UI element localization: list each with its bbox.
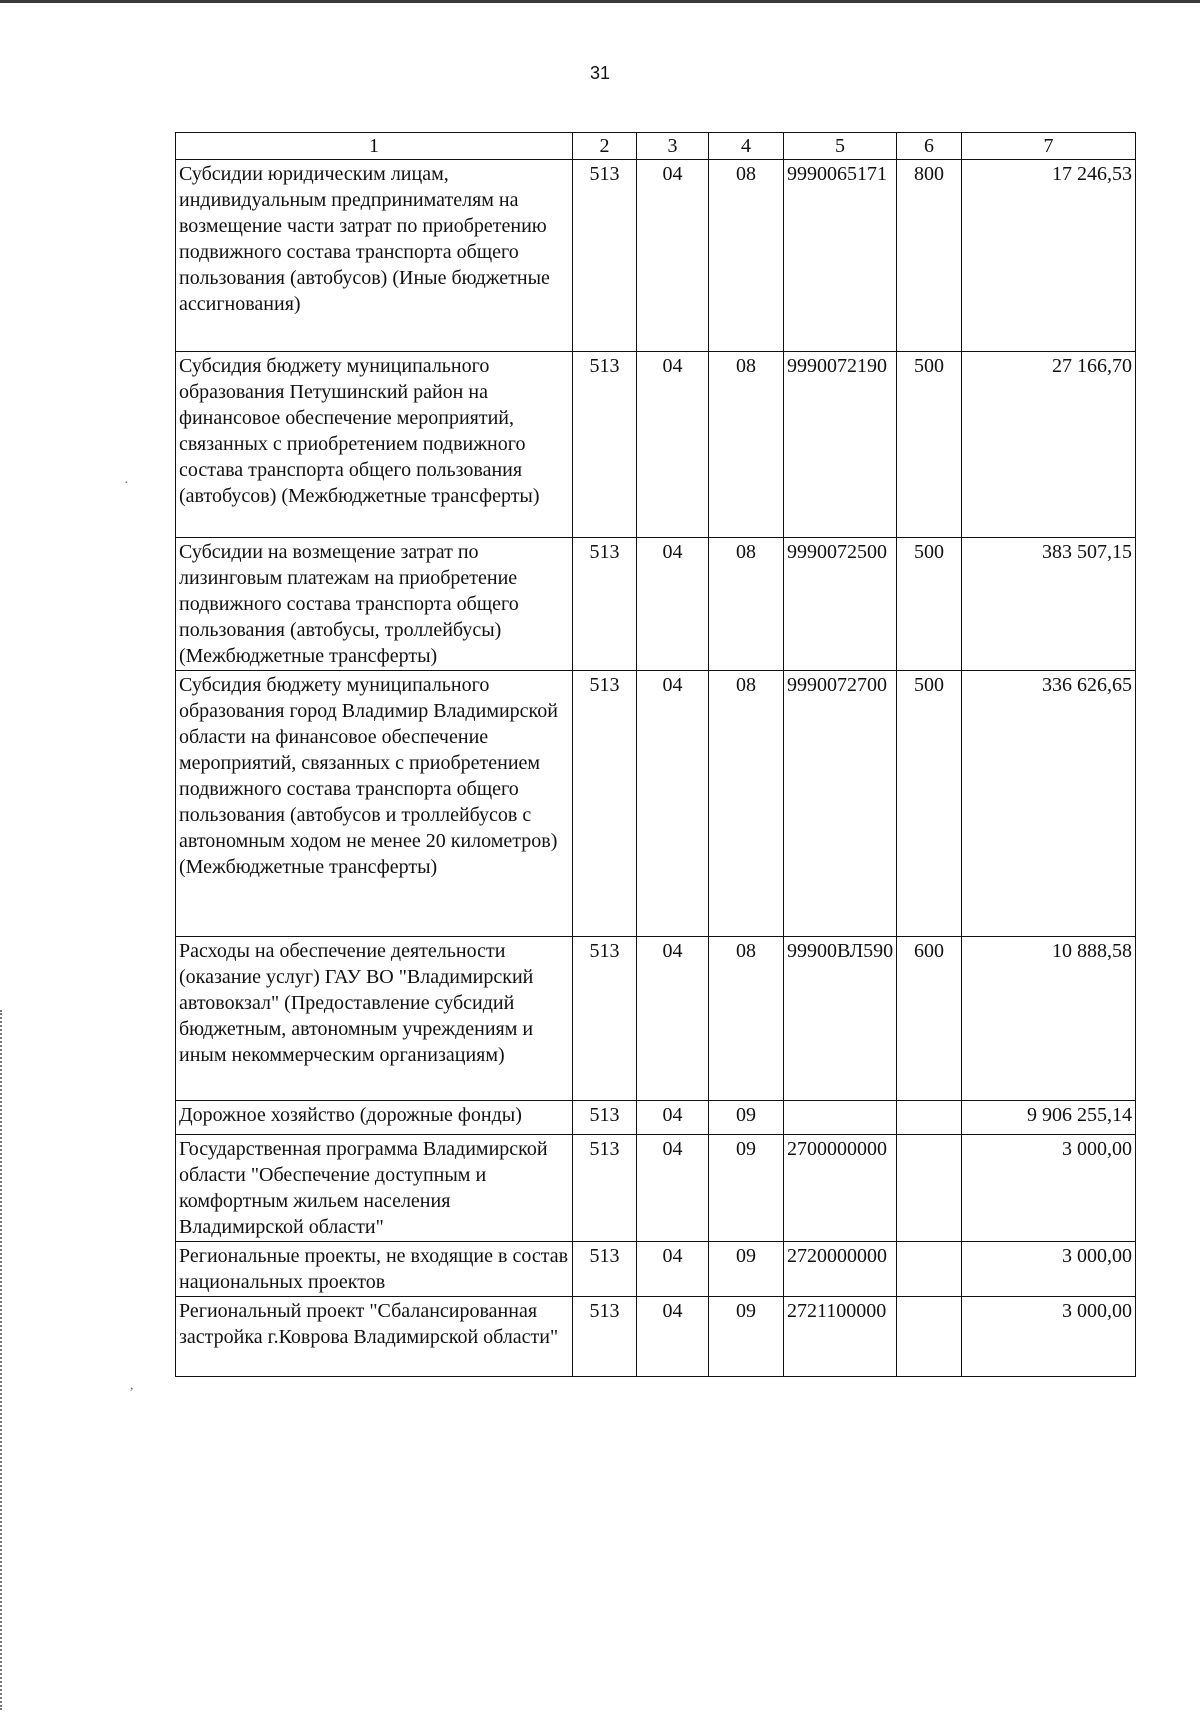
- row-subsection: 09: [709, 1242, 784, 1297]
- budget-table: [175, 132, 1136, 1377]
- row-expense-type: [897, 1242, 962, 1297]
- row-name: Субсидия бюджету муниципального образования Петушинский район на финансовое обеспечение мероприятий, связанных с приобретением подвижного состава транспорта общего пользования (автобусов) (Межбюджетные трансферты): [176, 352, 573, 538]
- page-top-edge: [0, 0, 1200, 3]
- row-section: 04: [637, 1242, 709, 1297]
- column-header: 3: [637, 133, 709, 160]
- row-section: 04: [637, 937, 709, 1101]
- row-name: Субсидия бюджету муниципального образования город Владимир Владимирской области на финансовое обеспечение мероприятий, связанных с приобретением подвижного состава транспорта общего пользования (автобусов и троллейбусов с автономным ходом не менее 20 километров) (Межбюджетные трансферты): [176, 671, 573, 937]
- row-grbs: 513: [573, 538, 637, 671]
- row-name: Субсидии юридическим лицам, индивидуальным предпринимателям на возмещение части затрат по приобретению подвижного состава транспорта общего пользования (автобусов) (Иные бюджетные ассигнования): [176, 160, 573, 352]
- row-subsection: 09: [709, 1297, 784, 1377]
- scan-edge-marks: [0, 1010, 4, 1710]
- row-amount: 27 166,70: [962, 352, 1136, 538]
- row-subsection: 08: [709, 671, 784, 937]
- row-subsection: 09: [709, 1135, 784, 1242]
- table-row: [176, 160, 1136, 352]
- table-row: [176, 538, 1136, 671]
- row-amount: 17 246,53: [962, 160, 1136, 352]
- row-subsection: 08: [709, 538, 784, 671]
- row-section: 04: [637, 538, 709, 671]
- row-target-code: 9990072700: [784, 671, 897, 937]
- row-expense-type: 600: [897, 937, 962, 1101]
- row-subsection: 08: [709, 937, 784, 1101]
- row-expense-type: [897, 1101, 962, 1135]
- row-amount: 3 000,00: [962, 1242, 1136, 1297]
- column-header: 2: [573, 133, 637, 160]
- row-grbs: 513: [573, 671, 637, 937]
- table-row: [176, 1297, 1136, 1377]
- row-expense-type: [897, 1297, 962, 1377]
- table-row: [176, 1135, 1136, 1242]
- column-header: 1: [176, 133, 573, 160]
- row-section: 04: [637, 352, 709, 538]
- row-grbs: 513: [573, 1242, 637, 1297]
- row-target-code: 9990072190: [784, 352, 897, 538]
- row-subsection: 08: [709, 160, 784, 352]
- row-expense-type: 500: [897, 352, 962, 538]
- column-header: 4: [709, 133, 784, 160]
- scan-dot: ·: [124, 476, 129, 491]
- row-amount: 3 000,00: [962, 1135, 1136, 1242]
- scan-dot: ,: [130, 1378, 134, 1393]
- row-target-code: 2721100000: [784, 1297, 897, 1377]
- row-section: 04: [637, 671, 709, 937]
- table-row: [176, 1101, 1136, 1135]
- column-header: 6: [897, 133, 962, 160]
- column-header: 5: [784, 133, 897, 160]
- row-target-code: 9990072500: [784, 538, 897, 671]
- row-grbs: 513: [573, 937, 637, 1101]
- row-name: Дорожное хозяйство (дорожные фонды): [176, 1101, 573, 1135]
- row-target-code: [784, 1101, 897, 1135]
- table-row: [176, 671, 1136, 937]
- row-target-code: 9990065171: [784, 160, 897, 352]
- row-target-code: 99900ВЛ590: [784, 937, 897, 1101]
- row-amount: 10 888,58: [962, 937, 1136, 1101]
- row-grbs: 513: [573, 352, 637, 538]
- row-grbs: 513: [573, 1101, 637, 1135]
- row-section: 04: [637, 1297, 709, 1377]
- row-section: 04: [637, 160, 709, 352]
- row-amount: 383 507,15: [962, 538, 1136, 671]
- row-expense-type: 500: [897, 538, 962, 671]
- row-target-code: 2720000000: [784, 1242, 897, 1297]
- row-section: 04: [637, 1101, 709, 1135]
- column-header: 7: [962, 133, 1136, 160]
- row-amount: 3 000,00: [962, 1297, 1136, 1377]
- table-row: [176, 352, 1136, 538]
- table-row: [176, 1242, 1136, 1297]
- row-expense-type: [897, 1135, 962, 1242]
- row-expense-type: 800: [897, 160, 962, 352]
- table-row: [176, 937, 1136, 1101]
- row-grbs: 513: [573, 1135, 637, 1242]
- row-expense-type: 500: [897, 671, 962, 937]
- page-number: 31: [589, 63, 611, 83]
- row-grbs: 513: [573, 160, 637, 352]
- table-header-row: [176, 133, 1136, 160]
- row-subsection: 08: [709, 352, 784, 538]
- row-name: Региональный проект "Сбалансированная застройка г.Коврова Владимирской области": [176, 1297, 573, 1377]
- row-grbs: 513: [573, 1297, 637, 1377]
- row-amount: 336 626,65: [962, 671, 1136, 937]
- row-name: Государственная программа Владимирской области "Обеспечение доступным и комфортным жильем населения Владимирской области": [176, 1135, 573, 1242]
- row-name: Региональные проекты, не входящие в состав национальных проектов: [176, 1242, 573, 1297]
- row-name: Расходы на обеспечение деятельности (оказание услуг) ГАУ ВО "Владимирский автовокзал" (Предоставление субсидий бюджетным, автономным учреждениям и иным некоммерческим организациям): [176, 937, 573, 1101]
- row-name: Субсидии на возмещение затрат по лизинговым платежам на приобретение подвижного состава транспорта общего пользования (автобусы, троллейбусы) (Межбюджетные трансферты): [176, 538, 573, 671]
- row-target-code: 2700000000: [784, 1135, 897, 1242]
- row-amount: 9 906 255,14: [962, 1101, 1136, 1135]
- row-section: 04: [637, 1135, 709, 1242]
- row-subsection: 09: [709, 1101, 784, 1135]
